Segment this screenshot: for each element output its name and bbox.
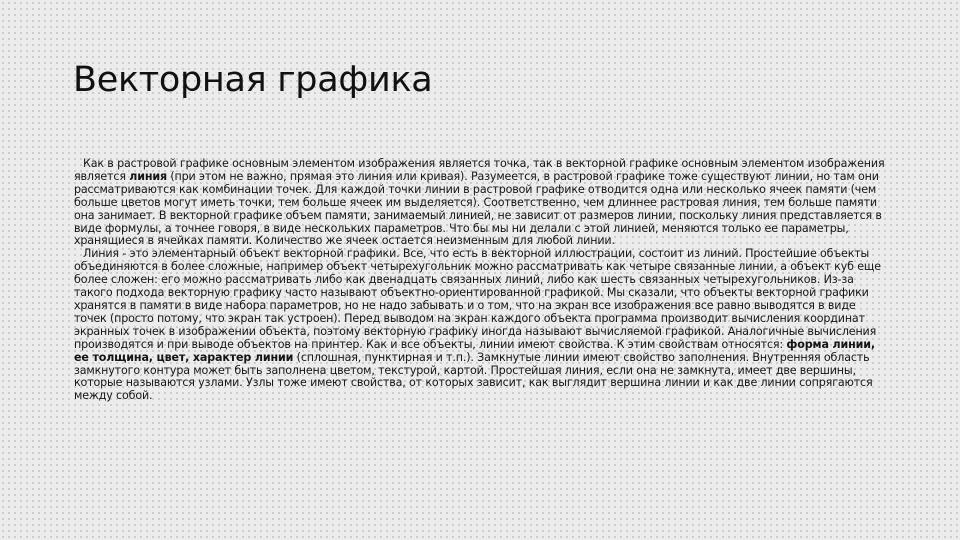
slide-body: [74, 158, 886, 403]
paragraph-raster-vs-vector: [74, 158, 886, 248]
paragraph-line-properties: [74, 248, 886, 403]
paragraph2-text-part1: Линия - это элементарный объект векторной графики. Все, что есть в векторной иллюстрации, состоит из линий. Простейшие объекты объединяются в более сложные, например объект четырехугольник можно рассматривать как четыре связанные линии, а объект куб еще более сложен: его можно рассматривать либо как двенадцать связанных линий, либо как шесть связанных четырехугольников. Из-за такого подхода векторную графику часто называют объектно-ориентированной графикой. Мы сказали, что объекты векторной графики хранятся в памяти в виде набора параметров, но не надо забывать и о том, что на экран все изображения все равно выводятся в виде точек (просто потому, что экран так устроен). Перед выводом на экран каждого объекта программа производит вычисления координат экранных точек в изображении объекта, поэтому векторную графику иногда называют вычисляемой графикой. Аналогичные вычисления производятся и при выводе объектов на принтер. Как и все объекты, линии имеют свойства. К этим свойствам относятся:: [74, 247, 881, 351]
paragraph1-bold-term: линия: [129, 169, 167, 183]
paragraph2-bold-properties: форма линии, ее толщина, цвет, характер линии: [74, 337, 875, 364]
paragraph1-text-part2: (при этом не важно, прямая это линия или кривая). Разумеется, в растровой графике тоже существуют линии, но там они рассматриваются как комбинации точек. Для каждой точки линии в растровой графике отводится одна или несколько ячеек памяти (чем больше цветов могут иметь точки, тем больше ячеек им выделяется). Соответственно, чем длиннее растровая линия, тем больше памяти она занимает. В векторной графике объем памяти, занимаемый линией, не зависит от размеров линии, поскольку линия представляется в виде формулы, а точнее говоря, в виде нескольких параметров. Что бы мы ни делали с этой линией, меняются только ее параметры, хранящиеся в ячейках памяти. Количество же ячеек остается неизменным для любой линии.: [74, 169, 882, 248]
paragraph2-text-part2: (сплошная, пунктирная и т.п.). Замкнутые линии имеют свойство заполнения. Внутренняя область замкнутого контура может быть заполнена цветом, текстурой, картой. Простейшая линия, если она не замкнута, имеет две вершины, которые называются узлами. Узлы тоже имеют свойства, от которых зависит, как выглядит вершина линии и как две линии сопрягаются между собой.: [74, 350, 873, 403]
slide-title: Векторная графика: [73, 60, 433, 100]
paragraph1-text-part1: Как в растровой графике основным элементом изображения является точка, так в векторной графике основным элементом изображения является: [74, 157, 885, 183]
